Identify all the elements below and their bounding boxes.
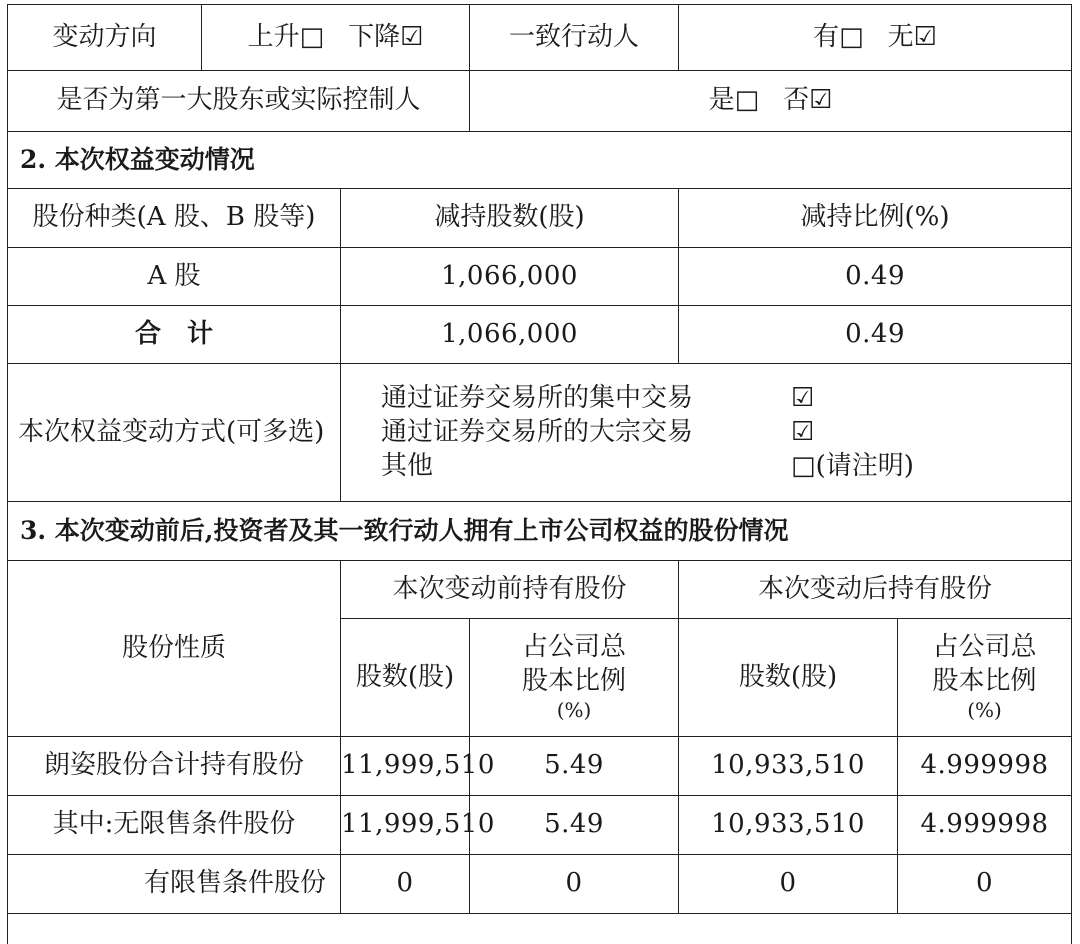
section2-title-row — [8, 132, 1072, 189]
controller-row — [8, 71, 1072, 132]
method-checkbox: □(请注明) — [791, 450, 914, 481]
share-nature-header: 股份性质 — [8, 561, 341, 737]
table-row — [8, 306, 1072, 364]
section3-header-row — [8, 561, 1072, 619]
controller-options — [470, 71, 1072, 132]
direction-options — [202, 5, 470, 71]
before-holding-header: 本次变动前持有股份 — [341, 561, 679, 619]
reduced-ratio-header: 减持比例(%) — [679, 189, 1072, 248]
direction-row — [8, 5, 1072, 71]
table-row — [8, 737, 1072, 796]
holding-name-cell: 其中:无限售条件股份 — [8, 796, 341, 855]
change-method-label: 本次权益变动方式(可多选) — [8, 364, 341, 502]
before-shares-header: 股数(股) — [341, 619, 470, 737]
controller-no-option: 否☑ — [783, 85, 833, 116]
concert-yes-option: 有□ — [813, 21, 864, 52]
ratio-header-unit: (%) — [556, 697, 592, 722]
after-holding-header: 本次变动后持有股份 — [679, 561, 1072, 619]
before-ratio-cell: 5.49 — [470, 796, 679, 855]
ratio-header-line: 占公司总 — [932, 632, 1037, 663]
change-method-list — [341, 364, 1072, 502]
reduced-shares-header: 减持股数(股) — [341, 189, 679, 248]
ratio-header-unit: (%) — [967, 697, 1002, 722]
section2-title: 2. 本次权益变动情况 — [8, 132, 1072, 189]
after-ratio-cell: 0 — [898, 855, 1072, 914]
holding-name-cell: 有限售条件股份 — [8, 855, 341, 914]
method-checkbox: ☑ — [791, 416, 815, 447]
table-row-partial — [8, 914, 1072, 944]
direction-down-option: 下降☑ — [348, 21, 424, 52]
after-ratio-header — [898, 619, 1072, 737]
controller-yes-option: 是□ — [708, 85, 760, 116]
change-method-row — [8, 364, 1072, 502]
method-text: 通过证券交易所的大宗交易 — [381, 416, 694, 447]
before-ratio-cell: 5.49 — [470, 737, 679, 796]
total-ratio-cell: 0.49 — [679, 306, 1072, 364]
total-shares-cell: 1,066,000 — [341, 306, 679, 364]
reduced-shares-cell: 1,066,000 — [341, 248, 679, 306]
method-text: 其他 — [381, 450, 434, 481]
method-text: 通过证券交易所的集中交易 — [381, 382, 694, 413]
before-ratio-header — [470, 619, 679, 737]
before-shares-cell: 0 — [341, 855, 470, 914]
section2-header-row — [8, 189, 1072, 248]
equity-change-table — [7, 4, 1072, 944]
table-row — [8, 248, 1072, 306]
list-item — [381, 382, 1071, 416]
after-shares-header: 股数(股) — [679, 619, 898, 737]
share-type-header: 股份种类(A 股、B 股等) — [8, 189, 341, 248]
after-shares-cell: 10,933,510 — [679, 796, 898, 855]
section3-title: 3. 本次变动前后,投资者及其一致行动人拥有上市公司权益的股份情况 — [8, 502, 1072, 561]
share-type-cell: A 股 — [8, 248, 341, 306]
after-ratio-cell: 4.999998 — [898, 737, 1072, 796]
before-ratio-cell: 0 — [470, 855, 679, 914]
reduced-ratio-cell: 0.49 — [679, 248, 1072, 306]
concert-label: 一致行动人 — [470, 5, 679, 71]
section3-title-row — [8, 502, 1072, 561]
concert-options — [679, 5, 1072, 71]
before-shares-cell: 11,999,510 — [341, 737, 470, 796]
direction-label: 变动方向 — [8, 5, 202, 71]
holding-name-cell: 朗姿股份合计持有股份 — [8, 737, 341, 796]
table-row — [8, 855, 1072, 914]
method-checkbox: ☑ — [791, 382, 815, 413]
controller-label: 是否为第一大股东或实际控制人 — [8, 71, 470, 132]
disclosure-table-container — [7, 4, 1072, 944]
before-shares-cell: 11,999,510 — [341, 796, 470, 855]
concert-no-option: 无☑ — [887, 21, 937, 52]
ratio-header-line: 股本比例 — [932, 665, 1037, 696]
after-shares-cell: 10,933,510 — [679, 737, 898, 796]
ratio-header-line: 占公司总 — [522, 632, 627, 663]
after-ratio-cell: 4.999998 — [898, 796, 1072, 855]
list-item — [381, 416, 1071, 450]
ratio-header-line: 股本比例 — [522, 665, 627, 696]
after-shares-cell: 0 — [679, 855, 898, 914]
table-row — [8, 796, 1072, 855]
partial-cell — [8, 914, 1072, 944]
total-label-cell: 合 计 — [8, 306, 341, 364]
list-item — [381, 450, 1071, 484]
direction-up-option: 上升□ — [247, 21, 325, 52]
